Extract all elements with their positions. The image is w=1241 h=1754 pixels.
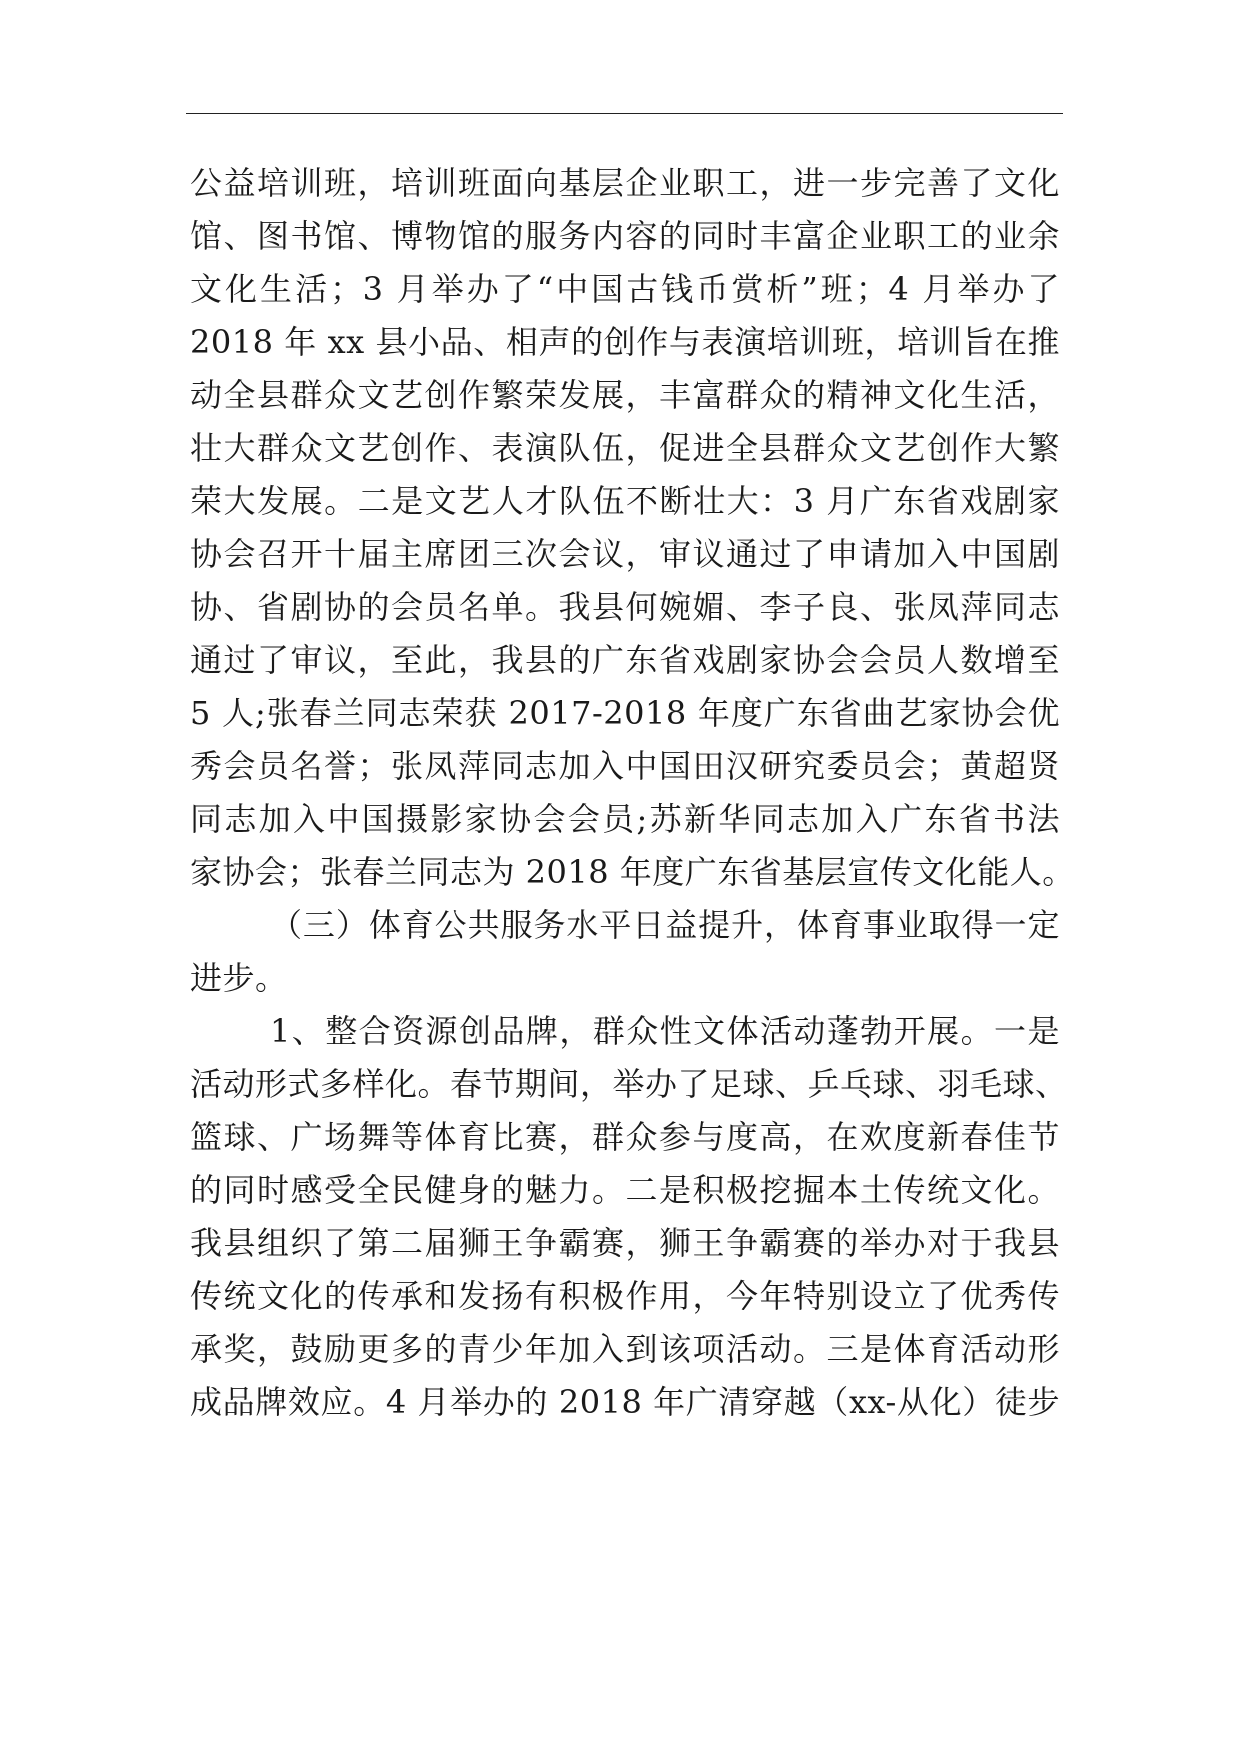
text-line: 传统文化的传承和发扬有积极作用，今年特别设立了优秀传: [190, 1277, 1060, 1315]
text-line: 通过了审议，至此，我县的广东省戏剧家协会会员人数增至: [190, 641, 1060, 679]
text-line: 壮大群众文艺创作、表演队伍，促进全县群众文艺创作大繁: [190, 429, 1060, 467]
text-line: 荣大发展。二是文艺人才队伍不断壮大：3 月广东省戏剧家: [190, 482, 1060, 520]
section-heading-cont: 进步。: [190, 959, 288, 997]
text-line: 承奖，鼓励更多的青少年加入到该项活动。三是体育活动形: [190, 1330, 1060, 1368]
document-body: [190, 157, 1075, 1429]
text-line: 篮球、广场舞等体育比赛，群众参与度高，在欢度新春佳节: [190, 1118, 1060, 1156]
section-heading: （三）体育公共服务水平日益提升，体育事业取得一定: [270, 906, 1060, 944]
header-rule: [186, 113, 1063, 114]
text-line: 协会召开十届主席团三次会议，审议通过了申请加入中国剧: [190, 535, 1060, 573]
text-line: 协、省剧协的会员名单。我县何婉媚、李子良、张凤萍同志: [190, 588, 1060, 626]
text-line: 动全县群众文艺创作繁荣发展，丰富群众的精神文化生活，: [190, 376, 1060, 414]
text-line: 的同时感受全民健身的魅力。二是积极挖掘本土传统文化。: [190, 1171, 1060, 1209]
text-line: 活动形式多样化。春节期间，举办了足球、乒乓球、羽毛球、: [190, 1065, 1068, 1103]
text-line: 家协会；张春兰同志为 2018 年度广东省基层宣传文化能人。: [190, 853, 1075, 891]
text-line: 秀会员名誉；张凤萍同志加入中国田汉研究委员会；黄超贤: [190, 747, 1060, 785]
text-line: 馆、图书馆、博物馆的服务内容的同时丰富企业职工的业余: [190, 217, 1060, 255]
text-line: 我县组织了第二届狮王争霸赛，狮王争霸赛的举办对于我县: [190, 1224, 1060, 1262]
text-line: 成品牌效应。4 月举办的 2018 年广清穿越（xx-从化）徒步: [190, 1383, 1060, 1421]
text-line: 2018 年 xx 县小品、相声的创作与表演培训班，培训旨在推: [190, 323, 1060, 361]
text-line: 同志加入中国摄影家协会会员;苏新华同志加入广东省书法: [190, 800, 1060, 838]
text-line: 公益培训班，培训班面向基层企业职工，进一步完善了文化: [190, 164, 1060, 202]
text-line: 1、整合资源创品牌，群众性文体活动蓬勃开展。一是: [270, 1012, 1060, 1050]
text-line: 文化生活；3 月举办了“中国古钱币赏析”班；4 月举办了: [190, 270, 1060, 308]
text-line: 5 人;张春兰同志荣获 2017-2018 年度广东省曲艺家协会优: [190, 694, 1060, 732]
